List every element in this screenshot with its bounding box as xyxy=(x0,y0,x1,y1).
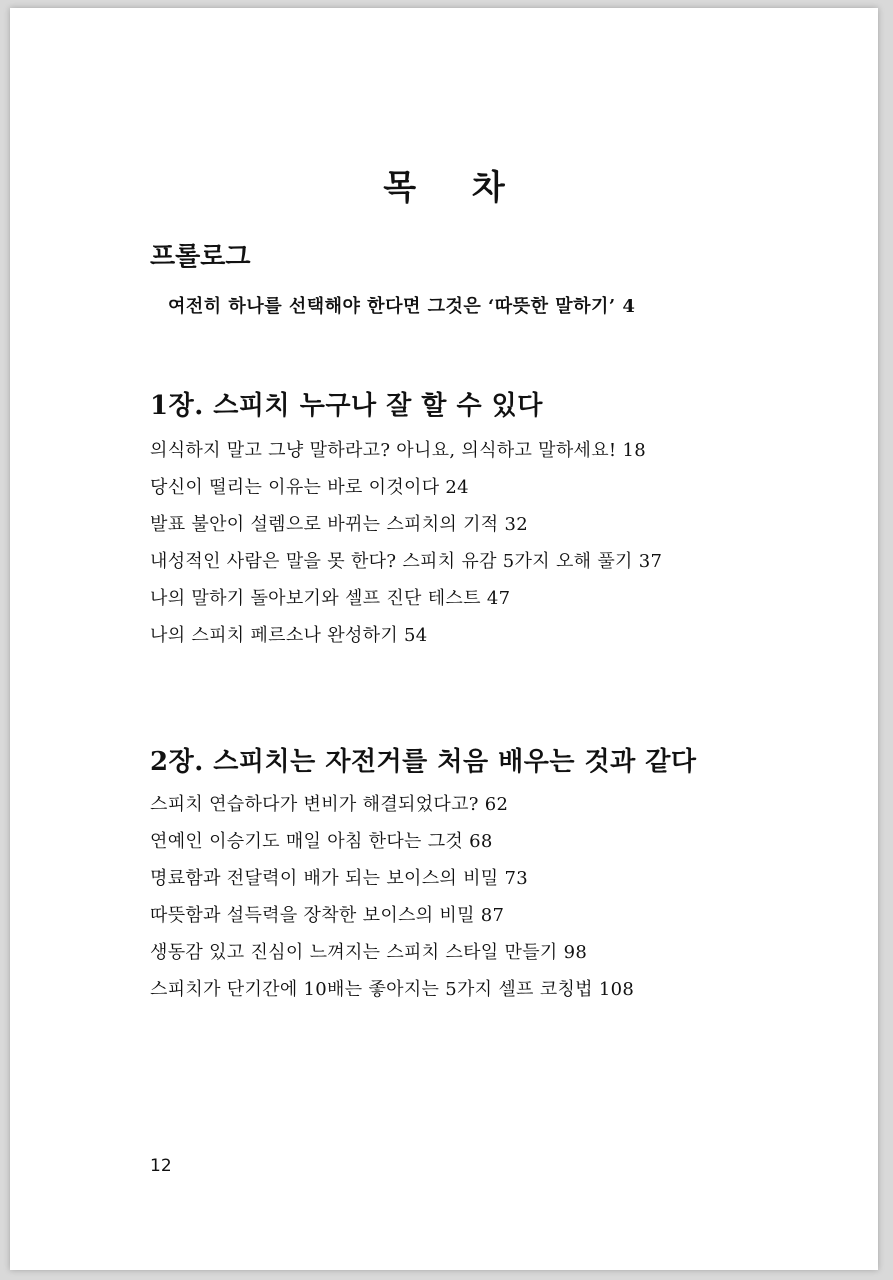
page-title: 목 차 xyxy=(383,168,527,208)
prologue-entry: 여전히 하나를 선택해야 한다면 그것은 ‘따뜻한 말하기’ 4 xyxy=(168,296,636,317)
toc-entry: 발표 불안이 설렘으로 바뀌는 스피치의 기적 32 xyxy=(150,514,529,535)
book-page xyxy=(10,8,878,1270)
toc-entry: 생동감 있고 진심이 느껴지는 스피치 스타일 만들기 98 xyxy=(150,942,588,963)
page-number: 12 xyxy=(150,1156,172,1176)
toc-entry: 나의 스피치 페르소나 완성하기 54 xyxy=(150,625,428,646)
chapter-2-heading: 2장. 스피치는 자전거를 처음 배우는 것과 같다 xyxy=(150,747,697,777)
toc-entry: 스피치 연습하다가 변비가 해결되었다고? 62 xyxy=(150,794,509,815)
toc-entry: 나의 말하기 돌아보기와 셀프 진단 테스트 47 xyxy=(150,588,511,609)
toc-entry: 내성적인 사람은 말을 못 한다? 스피치 유감 5가지 오해 풀기 37 xyxy=(150,551,663,572)
toc-entry: 연예인 이승기도 매일 아침 한다는 그것 68 xyxy=(150,831,493,852)
toc-entry: 의식하지 말고 그냥 말하라고? 아니요, 의식하고 말하세요! 18 xyxy=(150,440,646,461)
toc-entry: 따뜻함과 설득력을 장착한 보이스의 비밀 87 xyxy=(150,905,505,926)
toc-entry: 스피치가 단기간에 10배는 좋아지는 5가지 셀프 코칭법 108 xyxy=(150,979,635,1000)
prologue-heading: 프롤로그 xyxy=(150,242,251,272)
toc-entry: 당신이 떨리는 이유는 바로 이것이다 24 xyxy=(150,477,469,498)
toc-entry: 명료함과 전달력이 배가 되는 보이스의 비밀 73 xyxy=(150,868,529,889)
chapter-1-entries xyxy=(150,432,662,654)
chapter-1-heading: 1장. 스피치 누구나 잘 할 수 있다 xyxy=(150,391,543,421)
chapter-2-entries xyxy=(150,786,634,1008)
